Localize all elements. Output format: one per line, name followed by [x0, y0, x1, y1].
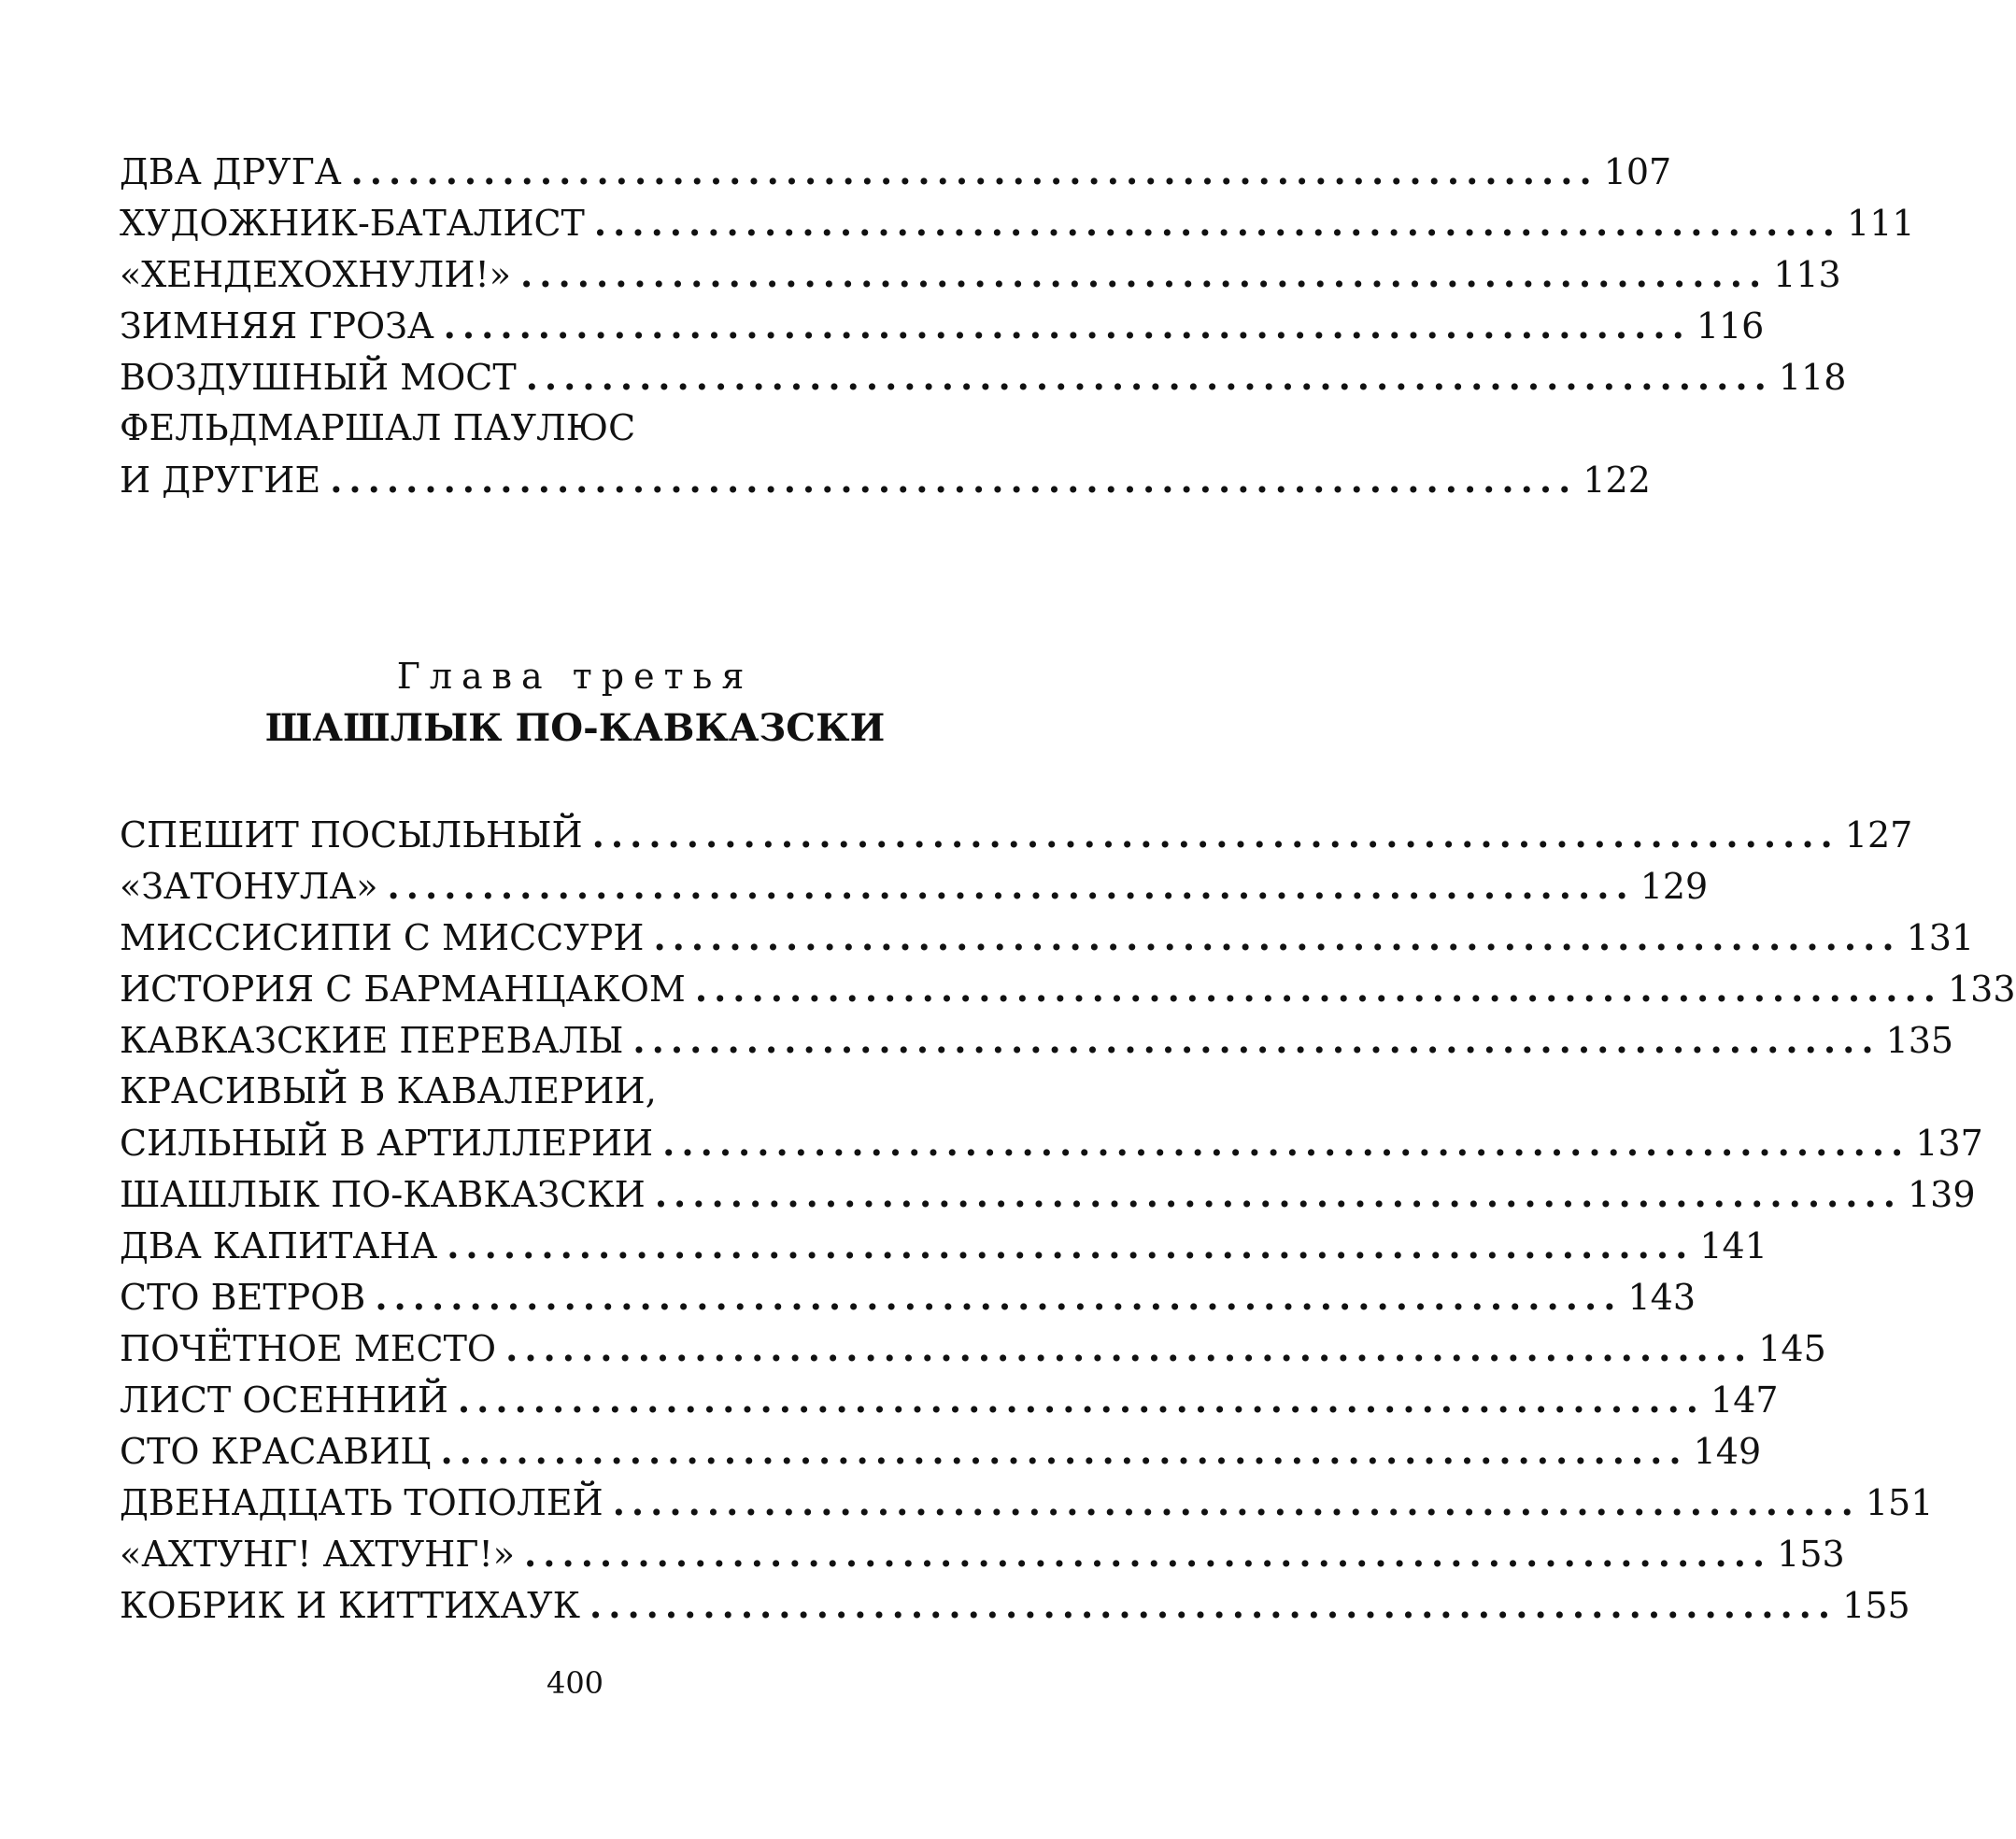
toc-entry-title: ХУДОЖНИК-БАТАЛИСТ	[120, 203, 585, 244]
toc-entry	[120, 963, 2016, 1014]
toc-entry	[120, 1579, 1910, 1631]
toc-entry-title: КОБРИК И КИТТИХАУК	[120, 1585, 580, 1626]
toc-entry	[120, 1374, 1779, 1425]
dot-leader: ..................................................................	[593, 202, 1842, 244]
toc-list-part1	[120, 146, 1915, 505]
toc-entry-title: «ХЕНДЕХОХНУЛИ!»	[120, 254, 512, 295]
dot-leader: ..................................................................	[632, 1019, 1881, 1061]
toc-entry-page: 137	[1915, 1123, 1983, 1164]
toc-entry-title: ФЕЛЬДМАРШАЛ ПАУЛЮС	[120, 407, 636, 448]
toc-entry-title: ДВЕНАДЦАТЬ ТОПОЛЕЙ	[120, 1482, 603, 1523]
dot-leader: ..................................................................	[525, 356, 1773, 398]
toc-entry-page: 113	[1773, 254, 1841, 295]
toc-entry-page: 129	[1640, 866, 1709, 907]
dot-leader: ..................................................................	[520, 253, 1768, 295]
toc-entry-title: СТО ВЕТРОВ	[120, 1277, 366, 1318]
toc-entry-title: ДВА КАПИТАНА	[120, 1225, 438, 1266]
toc-entry-title: ДВА ДРУГА	[120, 151, 342, 192]
toc-entry	[120, 1528, 1845, 1579]
toc-entry	[120, 300, 1765, 351]
toc-entry	[120, 1323, 1826, 1374]
toc-entry-wrapped-first-line	[120, 403, 1029, 454]
toc-entry-title: «АХТУНГ! АХТУНГ!»	[120, 1534, 515, 1575]
dot-leader: ..................................................................	[589, 1584, 1838, 1626]
toc-entry	[120, 454, 1651, 505]
toc-entry-page: 116	[1696, 305, 1765, 347]
dot-leader: ..................................................................	[457, 1379, 1706, 1421]
dot-leader: ..................................................................	[524, 1533, 1772, 1575]
toc-entry-page: 111	[1847, 203, 1915, 244]
dot-leader: ..................................................................	[447, 1224, 1695, 1266]
chapter-title: ШАШЛЫК ПО-КАВКАЗСКИ	[264, 706, 886, 750]
dot-leader: ..................................................................	[662, 1122, 1910, 1164]
toc-entry-title: МИССИСИПИ С МИССУРИ	[120, 917, 645, 958]
toc-entry	[120, 248, 1841, 300]
dot-leader: ..................................................................	[505, 1327, 1753, 1369]
toc-entry-title: СТО КРАСАВИЦ	[120, 1431, 432, 1472]
toc-entry-page: 151	[1865, 1482, 1934, 1523]
dot-leader: ..................................................................	[330, 459, 1578, 501]
chapter-label: Глава третья	[396, 656, 754, 697]
toc-list-part2	[120, 809, 2016, 1631]
toc-entry	[120, 1220, 1768, 1271]
toc-entry	[120, 1271, 1696, 1323]
toc-entry	[120, 1425, 1762, 1477]
toc-entry-wrapped-first-line	[120, 1066, 1029, 1117]
toc-entry-page: 147	[1711, 1379, 1779, 1421]
toc-entry-page: 155	[1842, 1585, 1910, 1626]
toc-entry-title: ЛИСТ ОСЕННИЙ	[120, 1379, 448, 1421]
toc-entry-title: ПОЧЁТНОЕ МЕСТО	[120, 1328, 497, 1369]
page-number: 400	[546, 1665, 604, 1701]
toc-entry-page: 107	[1603, 151, 1672, 192]
toc-entry-title: ШАШЛЫК ПО-КАВКАЗСКИ	[120, 1174, 646, 1215]
toc-entry-title: КАВКАЗСКИЕ ПЕРЕВАЛЫ	[120, 1020, 624, 1061]
dot-leader: ..................................................................	[387, 865, 1635, 907]
toc-entry	[120, 1477, 1934, 1528]
toc-entry-page: 135	[1885, 1020, 1954, 1061]
toc-entry-page: 141	[1699, 1225, 1768, 1266]
dot-leader: ..................................................................	[654, 1173, 1902, 1215]
dot-leader: ..................................................................	[591, 813, 1839, 856]
toc-entry-page: 131	[1906, 917, 1975, 958]
dot-leader: ..................................................................	[350, 150, 1598, 192]
toc-entry	[120, 912, 1975, 963]
dot-leader: ..................................................................	[694, 968, 1942, 1010]
toc-entry	[120, 197, 1915, 248]
toc-entry-title-continuation: И ДРУГИЕ	[120, 460, 321, 501]
toc-entry-page: 133	[1948, 969, 2016, 1010]
dot-leader: ..................................................................	[440, 1430, 1688, 1472]
toc-entry-title-continuation: СИЛЬНЫЙ В АРТИЛЛЕРИИ	[120, 1123, 654, 1164]
toc-entry-page: 143	[1627, 1277, 1696, 1318]
toc-entry-page: 118	[1778, 357, 1847, 398]
toc-entry-page: 122	[1583, 460, 1651, 501]
toc-entry	[120, 146, 1672, 197]
toc-entry-title: КРАСИВЫЙ В КАВАЛЕРИИ,	[120, 1070, 657, 1111]
toc-entry-page: 145	[1758, 1328, 1826, 1369]
toc-entry-page: 139	[1907, 1174, 1976, 1215]
toc-entry-title: СПЕШИТ ПОСЫЛЬНЫЙ	[120, 814, 583, 856]
toc-entry	[120, 860, 1709, 912]
toc-entry	[120, 1168, 1976, 1220]
toc-entry-page: 153	[1777, 1534, 1845, 1575]
toc-entry-title: «ЗАТОНУЛА»	[120, 866, 378, 907]
toc-entry-page: 127	[1844, 814, 1913, 856]
dot-leader: ..................................................................	[612, 1481, 1860, 1523]
toc-entry-title: ЗИМНЯЯ ГРОЗА	[120, 305, 434, 347]
dot-leader: ..................................................................	[443, 304, 1691, 347]
toc-entry	[120, 809, 1913, 860]
toc-entry	[120, 1117, 1983, 1168]
toc-entry	[120, 351, 1847, 403]
toc-entry	[120, 1014, 1954, 1066]
toc-entry-title: ВОЗДУШНЫЙ МОСТ	[120, 357, 517, 398]
toc-entry-title: ИСТОРИЯ С БАРМАНЦАКОМ	[120, 969, 686, 1010]
dot-leader: ..................................................................	[375, 1276, 1623, 1318]
dot-leader: ..................................................................	[653, 916, 1901, 958]
toc-entry-page: 149	[1693, 1431, 1762, 1472]
